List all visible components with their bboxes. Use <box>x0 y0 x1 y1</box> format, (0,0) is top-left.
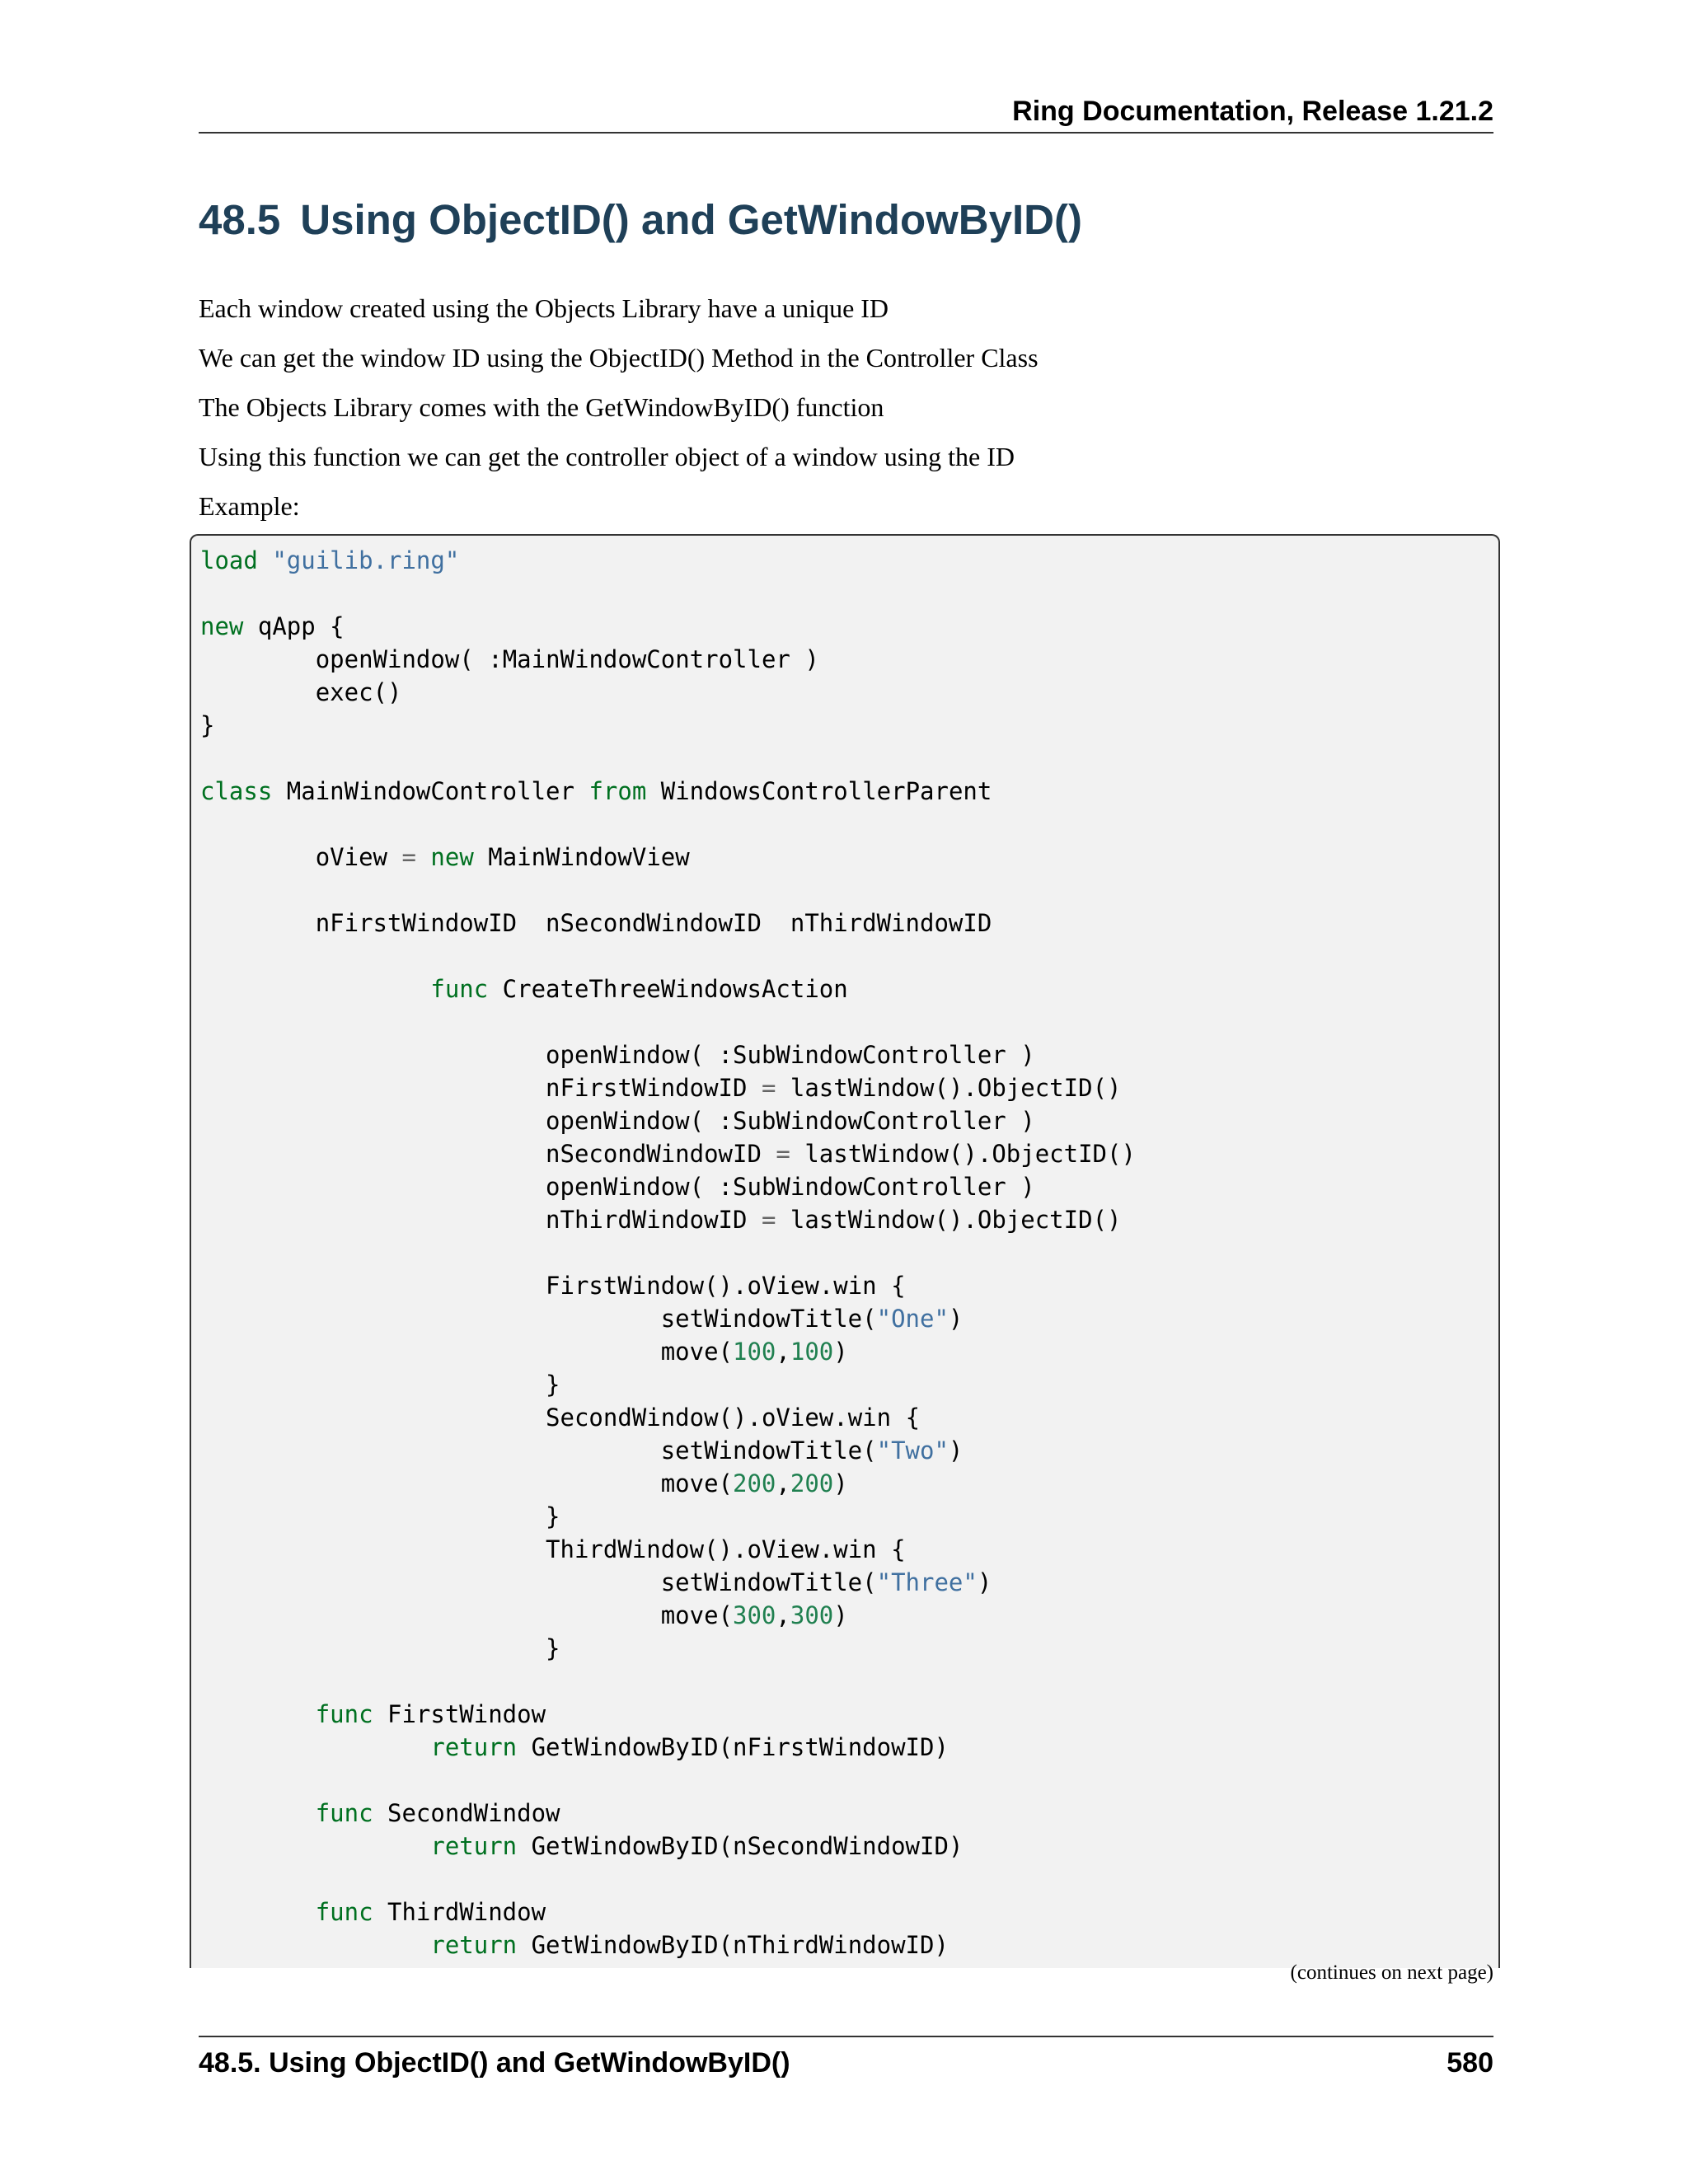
code-line: FirstWindow().oView.win { <box>546 1272 906 1300</box>
code-line: return GetWindowByID(nSecondWindowID) <box>430 1832 964 1860</box>
page-header <box>199 91 1493 134</box>
code-line <box>200 577 1136 610</box>
code-listing <box>200 544 1136 1961</box>
code-line: func FirstWindow <box>315 1700 546 1728</box>
code-line: setWindowTitle("Three") <box>660 1568 992 1596</box>
code-line <box>200 1005 1136 1038</box>
code-line: openWindow( :SubWindowController ) <box>546 1173 1035 1201</box>
code-line: ThirdWindow().oView.win { <box>546 1535 906 1563</box>
code-line: openWindow( :MainWindowController ) <box>315 645 819 673</box>
code-line: load "guilib.ring" <box>200 546 460 574</box>
code-line: } <box>200 1634 560 1662</box>
section-number: 48.5 <box>199 196 281 243</box>
code-line: move(300,300) <box>660 1601 848 1629</box>
code-line: openWindow( :SubWindowController ) <box>546 1107 1035 1135</box>
body-text <box>199 284 1493 531</box>
section-heading-text: Using ObjectID() and GetWindowByID() <box>300 196 1082 243</box>
code-line <box>200 1764 1136 1797</box>
code-line <box>200 874 1136 907</box>
code-line: nFirstWindowID = lastWindow().ObjectID() <box>546 1074 1122 1102</box>
code-line <box>200 1236 1136 1269</box>
code-line <box>200 742 1136 775</box>
code-line: func ThirdWindow <box>315 1898 546 1926</box>
paragraph: Each window created using the Objects Library have a unique ID <box>199 293 889 323</box>
continues-note: (continues on next page) <box>1290 1961 1493 1984</box>
paragraph: We can get the window ID using the ObjectID() Method in the Controller Class <box>199 343 1039 373</box>
code-line: return GetWindowByID(nThirdWindowID) <box>430 1931 949 1959</box>
paragraph-example-label: Example: <box>199 491 300 521</box>
code-line: SecondWindow().oView.win { <box>546 1404 921 1432</box>
code-line: } <box>200 1371 560 1399</box>
code-line: setWindowTitle("Two") <box>660 1436 964 1465</box>
code-line: func CreateThreeWindowsAction <box>430 975 848 1003</box>
code-line: nThirdWindowID = lastWindow().ObjectID() <box>546 1206 1122 1234</box>
code-line: move(200,200) <box>660 1469 848 1497</box>
code-line: class MainWindowController from WindowsControllerParent <box>200 777 992 805</box>
code-line <box>200 940 1136 972</box>
code-line: nFirstWindowID nSecondWindowID nThirdWindowID <box>315 909 992 937</box>
code-line: new qApp { <box>200 612 345 640</box>
code-line: } <box>200 1502 560 1530</box>
code-line <box>200 808 1136 841</box>
code-line: } <box>200 711 215 739</box>
code-line <box>200 1863 1136 1896</box>
code-line: openWindow( :SubWindowController ) <box>546 1041 1035 1069</box>
code-line: move(100,100) <box>660 1338 848 1366</box>
code-line: setWindowTitle("One") <box>660 1305 964 1333</box>
code-line <box>200 1665 1136 1698</box>
header-title: Ring Documentation, Release 1.21.2 <box>1012 96 1493 127</box>
footer-section: 48.5. Using ObjectID() and GetWindowByID() <box>199 2047 790 2079</box>
code-line: exec() <box>315 678 402 706</box>
code-block <box>190 534 1500 1968</box>
code-line: oView = new MainWindowView <box>315 843 690 871</box>
paragraph: The Objects Library comes with the GetWindowByID() function <box>199 392 884 422</box>
paragraph: Using this function we can get the controller object of a window using the ID <box>199 442 1015 471</box>
section-title <box>199 191 1082 249</box>
page-footer <box>199 2036 1493 2088</box>
code-line: func SecondWindow <box>315 1799 560 1827</box>
code-line: return GetWindowByID(nFirstWindowID) <box>430 1733 949 1761</box>
page-number: 580 <box>1447 2047 1493 2079</box>
code-line: nSecondWindowID = lastWindow().ObjectID() <box>546 1140 1136 1168</box>
